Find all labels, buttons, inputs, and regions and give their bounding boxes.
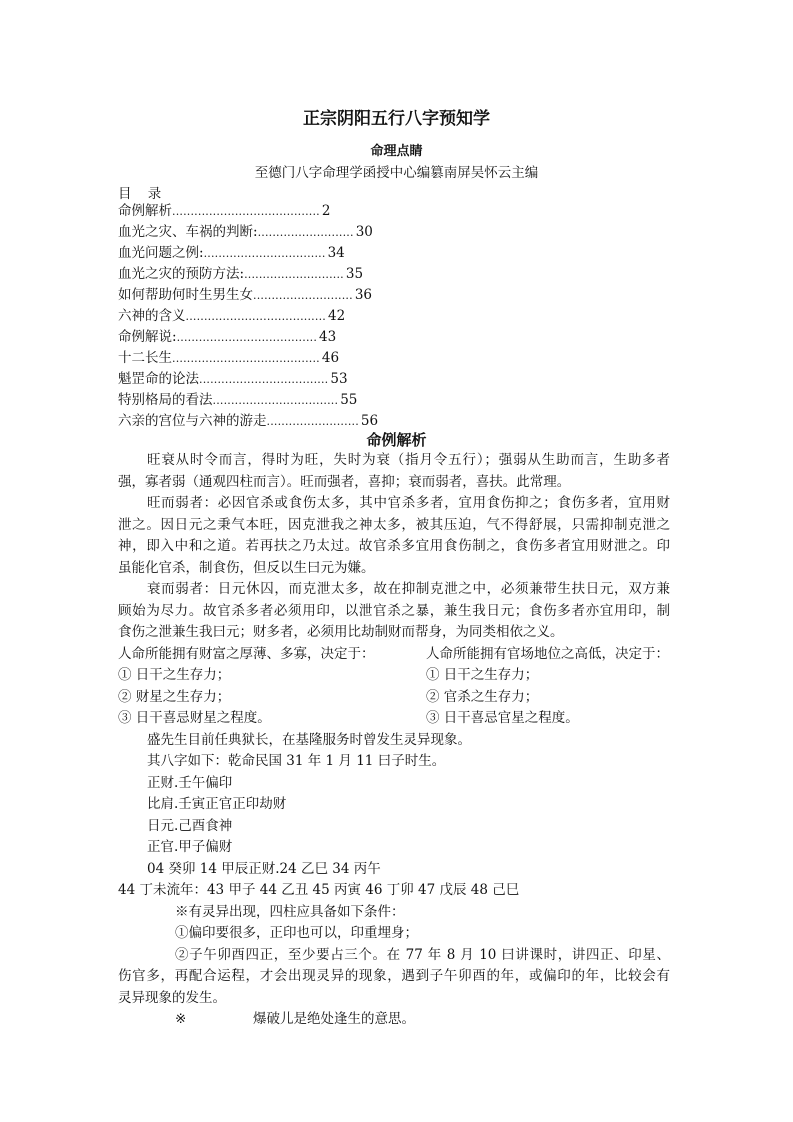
pillar-line: 正财.壬午偏印	[147, 774, 233, 791]
wealth-heading: 人命所能拥有财富之厚薄、多寡，决定于：	[118, 645, 375, 662]
office-heading: 人命所能拥有官场地位之高低，决定于：	[426, 645, 669, 662]
pillar-line: 日元.己酉食神	[147, 817, 233, 834]
condition-line: ②子午卯酉四正，至少要占三个。在 77 年 8 月 10 曰讲课时，讲四正、印星、	[175, 946, 670, 963]
paragraph-line: 顾始为尽力。故官杀多者必须用印，以泄官杀之暴，兼生我日元；食伤多者亦宜用印，制	[118, 602, 670, 619]
toc-entry[interactable]: 六亲的宫位与六神的游走 ......................... 56	[118, 413, 379, 429]
office-factor: ③ 日干喜忌官星之程度。	[426, 710, 579, 726]
toc-entry[interactable]: 如何帮助何时生男生女 ........................... 36	[118, 287, 372, 303]
paragraph-line: 旺而弱者：必因官杀或食伤太多，其中官杀多者，宜用食伤抑之；食伤多者，宜用财	[147, 495, 670, 511]
office-factor: ② 官杀之生存力；	[426, 688, 539, 705]
note-line	[118, 1009, 670, 1031]
comparison-row	[118, 665, 670, 687]
comparison-row	[118, 708, 670, 730]
pillar-line: 正官.甲子偏财	[147, 839, 233, 855]
toc-entry[interactable]: 血光之灾的预防方法: ........................... 35	[118, 266, 364, 282]
wealth-factor: ③ 日干喜忌财星之程度。	[118, 710, 271, 726]
toc-entry[interactable]: 命例解析 ........................................ 2	[118, 203, 331, 219]
condition-line: 灵异现象的发生。	[118, 989, 226, 1006]
paragraph-line: 强，寡者弱（通观四柱而言）。旺而强者，喜抑；衰而弱者，喜扶。此常理。	[118, 473, 571, 490]
table-of-contents	[118, 201, 448, 432]
wealth-factor: ② 财星之生存力；	[118, 688, 231, 705]
page-title: 正宗阴阳五行八字预知学	[303, 109, 490, 129]
note-mark: ※	[175, 1011, 187, 1027]
paragraph-line: 虽能化官杀，制食伤，但反以生曰元为嫌。	[118, 559, 375, 576]
paragraph-line: 食伤之泄兼生我曰元；财多者，必须用比劫制财而帮身，为同类相依之义。	[118, 624, 564, 640]
condition-line: ①偏印要很多，正印也可以，印重埋身；	[175, 925, 418, 941]
section-heading: 命例解析	[366, 431, 427, 449]
page-subtitle: 命理点睛	[370, 144, 423, 159]
toc-entry[interactable]: 血光之灾、车祸的判断: .......................... 30	[118, 224, 373, 240]
toc-entry[interactable]: 魁罡命的论法 ................................... 53	[118, 371, 348, 387]
editor-line: 至德门八字命理学函授中心编篡南屏吴怀云主编	[254, 165, 539, 181]
wealth-factor: ① 日干之生存力；	[118, 667, 231, 683]
luck-line: 04 癸卯 14 甲辰正财.24 乙巳 34 丙午	[147, 860, 381, 877]
toc-entry[interactable]: 血光问题之例: ................................. 34	[118, 245, 345, 261]
office-factor: ① 日干之生存力；	[426, 667, 539, 683]
toc-entry[interactable]: 命例解说: ...................................... 43	[118, 329, 337, 345]
toc-entry[interactable]: 十二长生 ........................................ 46	[118, 350, 340, 366]
luck-line: 44 丁未流年：43 甲子 44 乙丑 45 丙寅 46 丁卯 47 戊辰 48 己巳	[118, 882, 520, 898]
condition-heading: ※有灵异出现，四柱应具备如下条件：	[175, 903, 405, 920]
toc-entry[interactable]: 六神的含义 ...................................... 42	[118, 308, 346, 324]
paragraph-line: 其八字如下：乾命民国 31 年 1 月 11 曰子时生。	[147, 753, 446, 769]
paragraph-line: 盛先生目前任典狱长，在基隆服务时曾发生灵异现象。	[147, 731, 471, 748]
comparison-row	[118, 644, 670, 666]
body-text	[118, 450, 670, 1031]
paragraph-line: 旺衰从时令而言，得时为旺，失时为衰（指月令五行）；强弱从生助而言，生助多者	[147, 452, 670, 468]
toc-heading: 目 录	[118, 186, 168, 202]
pillar-line: 比肩.壬寅正官正印劫财	[147, 796, 287, 812]
comparison-row	[118, 687, 670, 709]
paragraph-line: 衰而弱者：日元休囚，而克泄太多，故在抑制克泄之中，必须兼带生扶日元，双方兼	[147, 581, 670, 597]
condition-line: 伤官多，再配合运程，才会出现灵异的现象，遇到子午卯酉的年，或偏印的年，比较会有	[118, 968, 670, 984]
paragraph-line: 泄之。因日元之秉气本旺，因克泄我之神太多，被其压迫，气不得舒展，只需抑制克泄之	[118, 516, 670, 533]
note-text: 爆破儿是绝处逢生的意思。	[253, 1011, 415, 1027]
toc-entry[interactable]: 特别格局的看法 .................................. 55	[118, 392, 358, 408]
paragraph-line: 神，即入中和之道。若再扶之乃太过。故官杀多宜用食伤制之，食伤多者宜用财泄之。印	[118, 538, 670, 554]
